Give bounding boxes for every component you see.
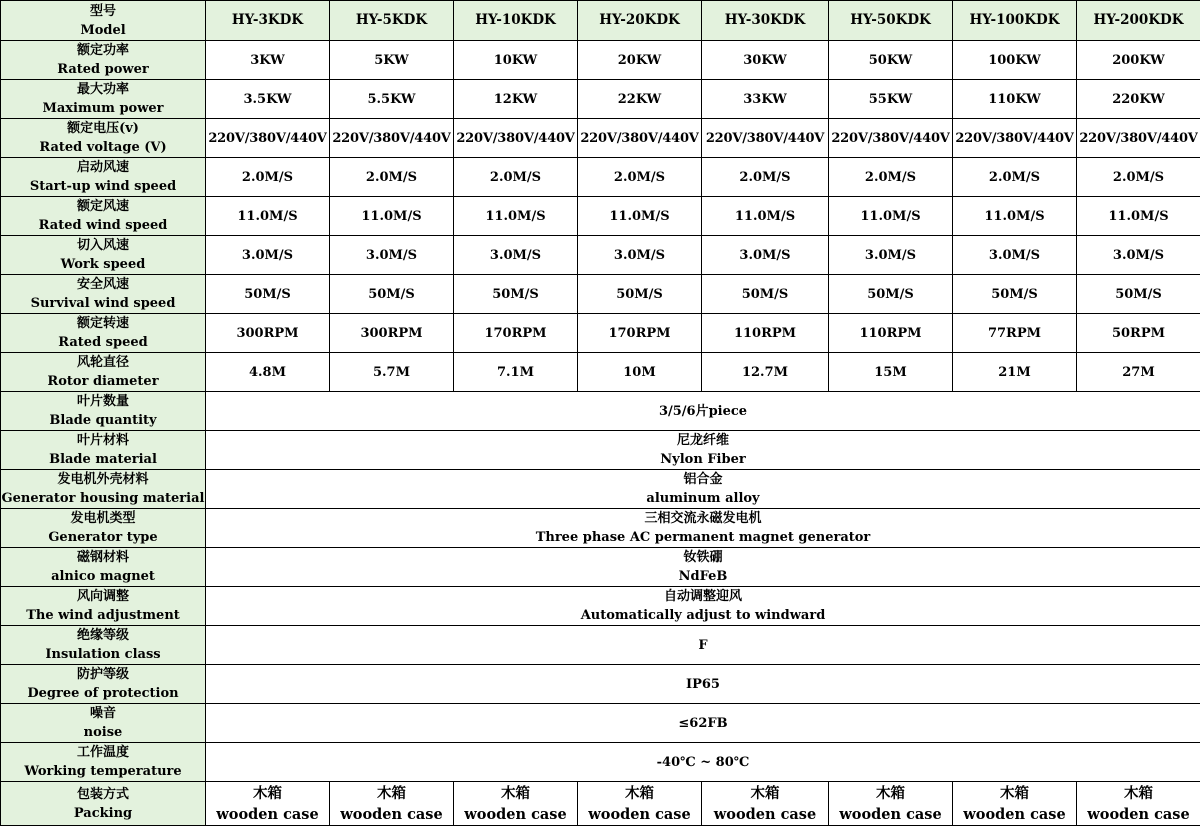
- row-label: [1, 41, 206, 80]
- shared-value-en: IP65: [686, 676, 720, 692]
- spec-value-cell: 11.0M/S: [702, 197, 829, 236]
- spec-value-cell: 11.0M/S: [829, 197, 953, 236]
- model-header-cell: HY-30KDK: [702, 1, 829, 41]
- spec-value-cell: 100KW: [953, 41, 1077, 80]
- spec-value-cell: 3.0M/S: [953, 236, 1077, 275]
- shared-value-zh: 三相交流永磁发电机: [644, 511, 762, 526]
- spec-value-cell: 2.0M/S: [953, 158, 1077, 197]
- packing-value-en: wooden case: [1087, 805, 1190, 823]
- spec-row: [1, 41, 1200, 80]
- shared-value-en: NdFeB: [678, 569, 728, 584]
- spec-row: [1, 80, 1200, 119]
- spec-value-cell: 33KW: [702, 80, 829, 119]
- row-label: [1, 353, 206, 392]
- row-label: [1, 704, 206, 743]
- packing-value-en: wooden case: [839, 805, 942, 823]
- spec-row: [1, 119, 1200, 158]
- row-label-en: alnico magnet: [51, 569, 155, 584]
- spec-value-cell: 170RPM: [454, 314, 578, 353]
- row-label-zh: 型号: [89, 3, 116, 19]
- spec-row: [1, 470, 1200, 509]
- shared-value-en: Automatically adjust to windward: [580, 608, 826, 623]
- row-label: [1, 80, 206, 119]
- spec-value-cell: 110KW: [953, 80, 1077, 119]
- row-label-zh: 叶片数量: [76, 394, 129, 409]
- shared-value-en: aluminum alloy: [646, 491, 760, 506]
- row-label-zh: 磁钢材料: [76, 550, 129, 565]
- row-label-en: Rated voltage (V): [39, 140, 167, 155]
- spec-value-cell: 3.0M/S: [702, 236, 829, 275]
- packing-value-en: wooden case: [216, 805, 319, 823]
- shared-value-en: ≤62FB: [678, 715, 728, 731]
- row-label-zh: 额定功率: [76, 43, 129, 58]
- packing-value-zh: 木箱: [501, 784, 530, 802]
- shared-value-zh: 钕铁硼: [683, 550, 723, 565]
- shared-value-zh: 自动调整迎风: [663, 589, 742, 604]
- spec-value-cell: 220V/380V/440V: [206, 119, 330, 158]
- shared-value-zh: 尼龙纤维: [676, 433, 729, 448]
- spec-value-cell: 12.7M: [702, 353, 829, 392]
- spec-value-cell: 3KW: [206, 41, 330, 80]
- shared-value-cell: [206, 509, 1200, 548]
- row-label: [1, 158, 206, 197]
- spec-value-cell: 50KW: [829, 41, 953, 80]
- row-label: [1, 626, 206, 665]
- spec-value-cell: 3.0M/S: [1077, 236, 1200, 275]
- spec-value-cell: 50M/S: [578, 275, 702, 314]
- spec-row: [1, 548, 1200, 587]
- row-label-en: Generator housing material: [1, 491, 205, 506]
- row-label: [1, 314, 206, 353]
- row-label-zh: 发电机外壳材料: [57, 472, 149, 487]
- header-row: [1, 1, 1200, 41]
- row-label-zh: 工作温度: [76, 745, 129, 760]
- shared-value-en: Nylon Fiber: [660, 452, 746, 467]
- spec-value-cell: 200KW: [1077, 41, 1200, 80]
- spec-value-cell: 50M/S: [829, 275, 953, 314]
- spec-row: [1, 353, 1200, 392]
- row-label-en: Rated power: [57, 62, 149, 77]
- spec-value-cell: 7.1M: [454, 353, 578, 392]
- row-label-en: Packing: [73, 805, 133, 821]
- spec-value-cell: 220V/380V/440V: [829, 119, 953, 158]
- packing-value-zh: 木箱: [1000, 784, 1029, 802]
- spec-value-cell: 50M/S: [953, 275, 1077, 314]
- row-label-en: Insulation class: [45, 647, 161, 662]
- spec-value-cell: 2.0M/S: [454, 158, 578, 197]
- spec-value-cell: 110RPM: [829, 314, 953, 353]
- shared-value-cell: [206, 626, 1200, 665]
- spec-value-cell: 50M/S: [206, 275, 330, 314]
- row-label-zh: 防护等级: [76, 667, 129, 682]
- row-label-zh: 启动风速: [76, 160, 129, 175]
- row-label: [1, 197, 206, 236]
- spec-value-cell: 11.0M/S: [578, 197, 702, 236]
- row-label-zh: 绝缘等级: [76, 628, 129, 643]
- row-label: [1, 236, 206, 275]
- packing-value-cell: [330, 782, 454, 826]
- row-label-en: Rated wind speed: [38, 218, 168, 233]
- row-label-en: Maximum power: [42, 101, 164, 116]
- spec-value-cell: 220V/380V/440V: [454, 119, 578, 158]
- packing-value-cell: [829, 782, 953, 826]
- row-label: [1, 782, 206, 826]
- spec-row: [1, 197, 1200, 236]
- shared-value-en: -40℃ ~ 80℃: [656, 754, 750, 770]
- row-label-en: Rotor diameter: [47, 374, 159, 389]
- row-label-en: Blade quantity: [49, 413, 157, 428]
- spec-row: [1, 704, 1200, 743]
- spec-value-cell: 5.7M: [330, 353, 454, 392]
- spec-value-cell: 11.0M/S: [330, 197, 454, 236]
- spec-row: [1, 314, 1200, 353]
- row-label: [1, 431, 206, 470]
- spec-value-cell: 4.8M: [206, 353, 330, 392]
- spec-value-cell: 220V/380V/440V: [953, 119, 1077, 158]
- row-label-en: Degree of protection: [27, 686, 179, 701]
- packing-value-en: wooden case: [588, 805, 691, 823]
- packing-value-zh: 木箱: [1124, 784, 1153, 802]
- spec-value-cell: 220V/380V/440V: [1077, 119, 1200, 158]
- packing-value-cell: [454, 782, 578, 826]
- model-header-cell: HY-200KDK: [1077, 1, 1200, 41]
- row-label-zh: 风向调整: [76, 589, 129, 604]
- row-label-zh: 叶片材料: [76, 433, 129, 448]
- spec-value-cell: 10M: [578, 353, 702, 392]
- row-label: [1, 470, 206, 509]
- shared-value-en: F: [698, 637, 708, 653]
- spec-value-cell: 11.0M/S: [1077, 197, 1200, 236]
- spec-value-cell: 11.0M/S: [454, 197, 578, 236]
- shared-value-cell: [206, 704, 1200, 743]
- row-label-zh: 包装方式: [76, 786, 129, 802]
- row-label-en: Survival wind speed: [30, 296, 176, 311]
- packing-value-cell: [578, 782, 702, 826]
- row-label-en: Generator type: [48, 530, 158, 545]
- row-label: [1, 1, 206, 41]
- row-label-en: Start-up wind speed: [29, 179, 177, 194]
- row-label: [1, 743, 206, 782]
- shared-value-zh: 铝合金: [683, 472, 723, 487]
- packing-value-cell: [1077, 782, 1200, 826]
- packing-value-zh: 木箱: [377, 784, 406, 802]
- spec-row: [1, 626, 1200, 665]
- spec-value-cell: 220V/380V/440V: [578, 119, 702, 158]
- model-header-cell: HY-3KDK: [206, 1, 330, 41]
- spec-value-cell: 11.0M/S: [953, 197, 1077, 236]
- spec-value-cell: 50RPM: [1077, 314, 1200, 353]
- spec-value-cell: 2.0M/S: [1077, 158, 1200, 197]
- row-label: [1, 509, 206, 548]
- row-label-zh: 风轮直径: [76, 355, 129, 370]
- spec-value-cell: 20KW: [578, 41, 702, 80]
- packing-value-zh: 木箱: [625, 784, 654, 802]
- packing-value-cell: [206, 782, 330, 826]
- packing-value-zh: 木箱: [750, 784, 780, 802]
- row-label: [1, 665, 206, 704]
- spec-value-cell: 2.0M/S: [330, 158, 454, 197]
- row-label-en: Rated speed: [58, 335, 148, 350]
- spec-value-cell: 3.0M/S: [330, 236, 454, 275]
- row-label: [1, 548, 206, 587]
- spec-value-cell: 170RPM: [578, 314, 702, 353]
- spec-row: [1, 509, 1200, 548]
- spec-value-cell: 10KW: [454, 41, 578, 80]
- model-header-cell: HY-5KDK: [330, 1, 454, 41]
- row-label-en: Model: [80, 22, 126, 38]
- spec-value-cell: 50M/S: [330, 275, 454, 314]
- spec-value-cell: 2.0M/S: [578, 158, 702, 197]
- spec-value-cell: 77RPM: [953, 314, 1077, 353]
- spec-value-cell: 2.0M/S: [206, 158, 330, 197]
- shared-value-cell: [206, 470, 1200, 509]
- shared-value-en: 3/5/6片piece: [658, 403, 748, 419]
- spec-row: [1, 275, 1200, 314]
- shared-value-cell: [206, 665, 1200, 704]
- row-label: [1, 587, 206, 626]
- spec-value-cell: 220KW: [1077, 80, 1200, 119]
- packing-value-cell: [953, 782, 1077, 826]
- spec-value-cell: 3.0M/S: [454, 236, 578, 275]
- spec-value-cell: 3.0M/S: [206, 236, 330, 275]
- spec-value-cell: 11.0M/S: [206, 197, 330, 236]
- spec-value-cell: 30KW: [702, 41, 829, 80]
- spec-value-cell: 5KW: [330, 41, 454, 80]
- packing-value-en: wooden case: [963, 805, 1066, 823]
- packing-row: [1, 782, 1200, 826]
- row-label-en: noise: [83, 725, 123, 740]
- spec-value-cell: 50M/S: [702, 275, 829, 314]
- shared-value-cell: [206, 548, 1200, 587]
- row-label: [1, 275, 206, 314]
- row-label-en: Blade material: [49, 452, 157, 467]
- row-label-zh: 噪音: [89, 706, 116, 721]
- spec-value-cell: 15M: [829, 353, 953, 392]
- spec-table-body: [1, 1, 1200, 826]
- spec-value-cell: 3.5KW: [206, 80, 330, 119]
- spec-value-cell: 300RPM: [330, 314, 454, 353]
- row-label-zh: 切入风速: [76, 238, 129, 253]
- row-label-zh: 额定电压(v): [67, 121, 139, 136]
- row-label-zh: 额定风速: [76, 199, 129, 214]
- row-label-en: Working temperature: [24, 764, 182, 779]
- spec-value-cell: 300RPM: [206, 314, 330, 353]
- spec-value-cell: 2.0M/S: [829, 158, 953, 197]
- spec-value-cell: 5.5KW: [330, 80, 454, 119]
- spec-value-cell: 3.0M/S: [829, 236, 953, 275]
- spec-row: [1, 158, 1200, 197]
- spec-value-cell: 110RPM: [702, 314, 829, 353]
- model-header-cell: HY-10KDK: [454, 1, 578, 41]
- shared-value-cell: [206, 587, 1200, 626]
- packing-value-zh: 木箱: [253, 784, 282, 802]
- packing-value-cell: [702, 782, 829, 826]
- row-label-zh: 额定转速: [76, 316, 129, 331]
- spec-row: [1, 236, 1200, 275]
- spec-value-cell: 220V/380V/440V: [702, 119, 829, 158]
- model-header-cell: HY-20KDK: [578, 1, 702, 41]
- row-label-zh: 最大功率: [76, 82, 129, 97]
- model-header-cell: HY-100KDK: [953, 1, 1077, 41]
- packing-value-en: wooden case: [713, 805, 817, 823]
- spec-value-cell: 12KW: [454, 80, 578, 119]
- row-label: [1, 119, 206, 158]
- spec-row: [1, 665, 1200, 704]
- spec-value-cell: 50M/S: [1077, 275, 1200, 314]
- packing-value-en: wooden case: [340, 805, 443, 823]
- row-label: [1, 392, 206, 431]
- model-header-cell: HY-50KDK: [829, 1, 953, 41]
- spec-value-cell: 27M: [1077, 353, 1200, 392]
- spec-value-cell: 3.0M/S: [578, 236, 702, 275]
- spec-row: [1, 587, 1200, 626]
- spec-row: [1, 431, 1200, 470]
- shared-value-cell: [206, 392, 1200, 431]
- spec-value-cell: 50M/S: [454, 275, 578, 314]
- shared-value-en: Three phase AC permanent magnet generator: [535, 530, 871, 545]
- row-label-zh: 发电机类型: [70, 511, 136, 526]
- row-label-en: The wind adjustment: [26, 608, 180, 623]
- packing-value-zh: 木箱: [876, 784, 905, 802]
- spec-value-cell: 22KW: [578, 80, 702, 119]
- row-label-en: Work speed: [60, 257, 146, 272]
- shared-value-cell: [206, 743, 1200, 782]
- packing-value-en: wooden case: [464, 805, 567, 823]
- shared-value-cell: [206, 431, 1200, 470]
- spec-row: [1, 743, 1200, 782]
- spec-value-cell: 2.0M/S: [702, 158, 829, 197]
- spec-value-cell: 220V/380V/440V: [330, 119, 454, 158]
- spec-value-cell: 21M: [953, 353, 1077, 392]
- row-label-zh: 安全风速: [76, 277, 129, 292]
- spec-value-cell: 55KW: [829, 80, 953, 119]
- spec-row: [1, 392, 1200, 431]
